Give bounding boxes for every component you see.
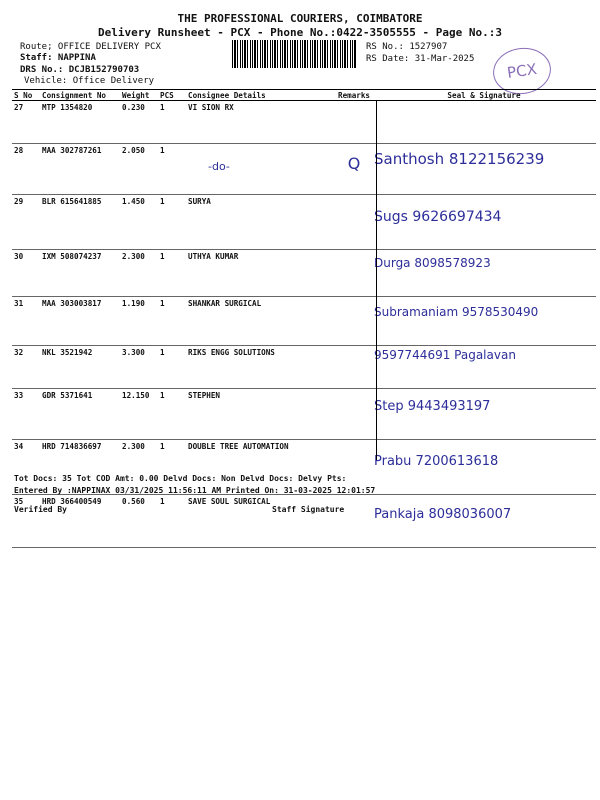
cell-consignee: DOUBLE TREE AUTOMATION <box>186 440 336 495</box>
cell-weight: 2.050 <box>120 144 158 195</box>
staff-text: Staff: NAPPINA <box>20 53 96 63</box>
cell-consignee: STEPHEN <box>186 389 336 440</box>
cell-signature: Pankaja 8098036007 <box>372 495 596 548</box>
cell-sno: 33 <box>12 389 40 440</box>
cell-pcs: 1 <box>158 195 186 250</box>
cell-signature: Santhosh 8122156239 <box>372 144 596 195</box>
cell-consignee: UTHYA KUMAR <box>186 250 336 297</box>
cell-weight: 0.560 <box>120 495 158 548</box>
route-text: Route; OFFICE DELIVERY PCX <box>20 42 161 52</box>
col-pcs: PCS <box>158 90 186 101</box>
cell-consignment: MAA 302787261 <box>40 144 120 195</box>
cell-pcs: 1 <box>158 440 186 495</box>
vehicle-text: Vehicle: Office Delivery <box>24 76 155 86</box>
cell-consignee: SURYA <box>186 195 336 250</box>
cell-pcs: 1 <box>158 495 186 548</box>
cell-weight: 12.150 <box>120 389 158 440</box>
cell-consignee <box>186 144 336 195</box>
company-title: THE PROFESSIONAL COURIERS, COIMBATORE <box>177 12 423 25</box>
signature-column-divider <box>376 100 378 460</box>
cell-consignment: IXM 508074237 <box>40 250 120 297</box>
cell-remarks <box>336 297 372 346</box>
cell-sno: 30 <box>12 250 40 297</box>
col-consignee: Consignee Details <box>186 90 336 101</box>
cell-consignment: HRD 366400549 <box>40 495 120 548</box>
cell-signature: 9597744691 Pagalavan <box>372 346 596 389</box>
col-remarks: Remarks <box>338 90 371 100</box>
cell-remarks <box>336 389 372 440</box>
table-row <box>12 195 596 250</box>
cell-pcs: 1 <box>158 389 186 440</box>
cell-consignment: HRD 714836697 <box>40 440 120 495</box>
cell-sno: 29 <box>12 195 40 250</box>
cell-weight: 1.190 <box>120 297 158 346</box>
ditto-mark: -do- <box>208 160 230 173</box>
table-row <box>12 495 596 548</box>
entered-by-line: Entered By :NAPPINAX 03/31/2025 11:56:11 AM Printed On: 31-03-2025 12:01:57 <box>14 486 376 495</box>
cell-sno: 28 <box>12 144 40 195</box>
staff-signature-label: Staff Signature <box>272 505 345 514</box>
cell-remarks: Q <box>336 144 372 195</box>
cell-pcs: 1 <box>158 101 186 144</box>
cell-consignee: SAVE SOUL SURGICAL <box>186 495 336 548</box>
cell-consignee: VI SION RX <box>186 101 336 144</box>
cell-sno: 32 <box>12 346 40 389</box>
table-row <box>12 144 596 195</box>
totals-line: Tot Docs: 35 Tot COD Amt: 0.00 Delvd Docs: Non Delvd Docs: Delvy Pts: <box>14 474 347 483</box>
cell-remarks <box>336 346 372 389</box>
col-weight: Weight <box>120 90 158 101</box>
cell-sno: 31 <box>12 297 40 346</box>
cell-sno: 34 <box>12 440 40 495</box>
cell-sno: 27 <box>12 101 40 144</box>
cell-signature: Subramaniam 9578530490 <box>372 297 596 346</box>
table-row <box>12 346 596 389</box>
cell-remarks <box>336 250 372 297</box>
cell-weight: 2.300 <box>120 250 158 297</box>
cell-consignment: BLR 615641885 <box>40 195 120 250</box>
cell-sno: 35 <box>12 495 40 548</box>
drs-number: DRS No.: DCJB152790703 <box>20 65 140 75</box>
cell-signature <box>372 101 596 144</box>
table-row <box>12 297 596 346</box>
cell-consignee: SHANKAR SURGICAL <box>186 297 336 346</box>
table-row <box>12 250 596 297</box>
barcode-image <box>232 40 357 68</box>
cell-signature: Durga 8098578923 <box>372 250 596 297</box>
cell-signature: Step 9443493197 <box>372 389 596 440</box>
cell-weight: 2.300 <box>120 440 158 495</box>
runsheet-subtitle: Delivery Runsheet - PCX - Phone No.:0422-3505555 - Page No.:3 <box>98 26 502 39</box>
cell-consignment: NKL 3521942 <box>40 346 120 389</box>
cell-signature: Prabu 7200613618 <box>372 440 596 495</box>
cell-signature: Sugs 9626697434 <box>372 195 596 250</box>
table-row <box>12 101 596 144</box>
cell-consignee: RIKS ENGG SOLUTIONS <box>186 346 336 389</box>
pcx-stamp: PCX <box>490 44 554 98</box>
cell-consignment: GDR 5371641 <box>40 389 120 440</box>
table-header-row <box>12 90 596 101</box>
cell-consignment: MAA 303003817 <box>40 297 120 346</box>
cell-pcs: 1 <box>158 250 186 297</box>
cell-remarks <box>336 101 372 144</box>
cell-pcs: 1 <box>158 346 186 389</box>
col-seal-signature: Seal & Signature <box>372 90 596 101</box>
cell-remarks <box>336 495 372 548</box>
cell-weight: 3.300 <box>120 346 158 389</box>
verified-by-label: Verified By <box>14 505 67 514</box>
col-consignment: Consignment No <box>40 90 120 101</box>
col-sno: S No <box>12 90 40 101</box>
rs-date: RS Date: 31-Mar-2025 <box>366 54 475 64</box>
cell-pcs: 1 <box>158 144 186 195</box>
cell-weight: 0.230 <box>120 101 158 144</box>
cell-weight: 1.450 <box>120 195 158 250</box>
rs-number: RS No.: 1527907 <box>366 42 448 52</box>
cell-remarks <box>336 195 372 250</box>
table-row <box>12 389 596 440</box>
cell-pcs: 1 <box>158 297 186 346</box>
cell-consignment: MTP 1354820 <box>40 101 120 144</box>
